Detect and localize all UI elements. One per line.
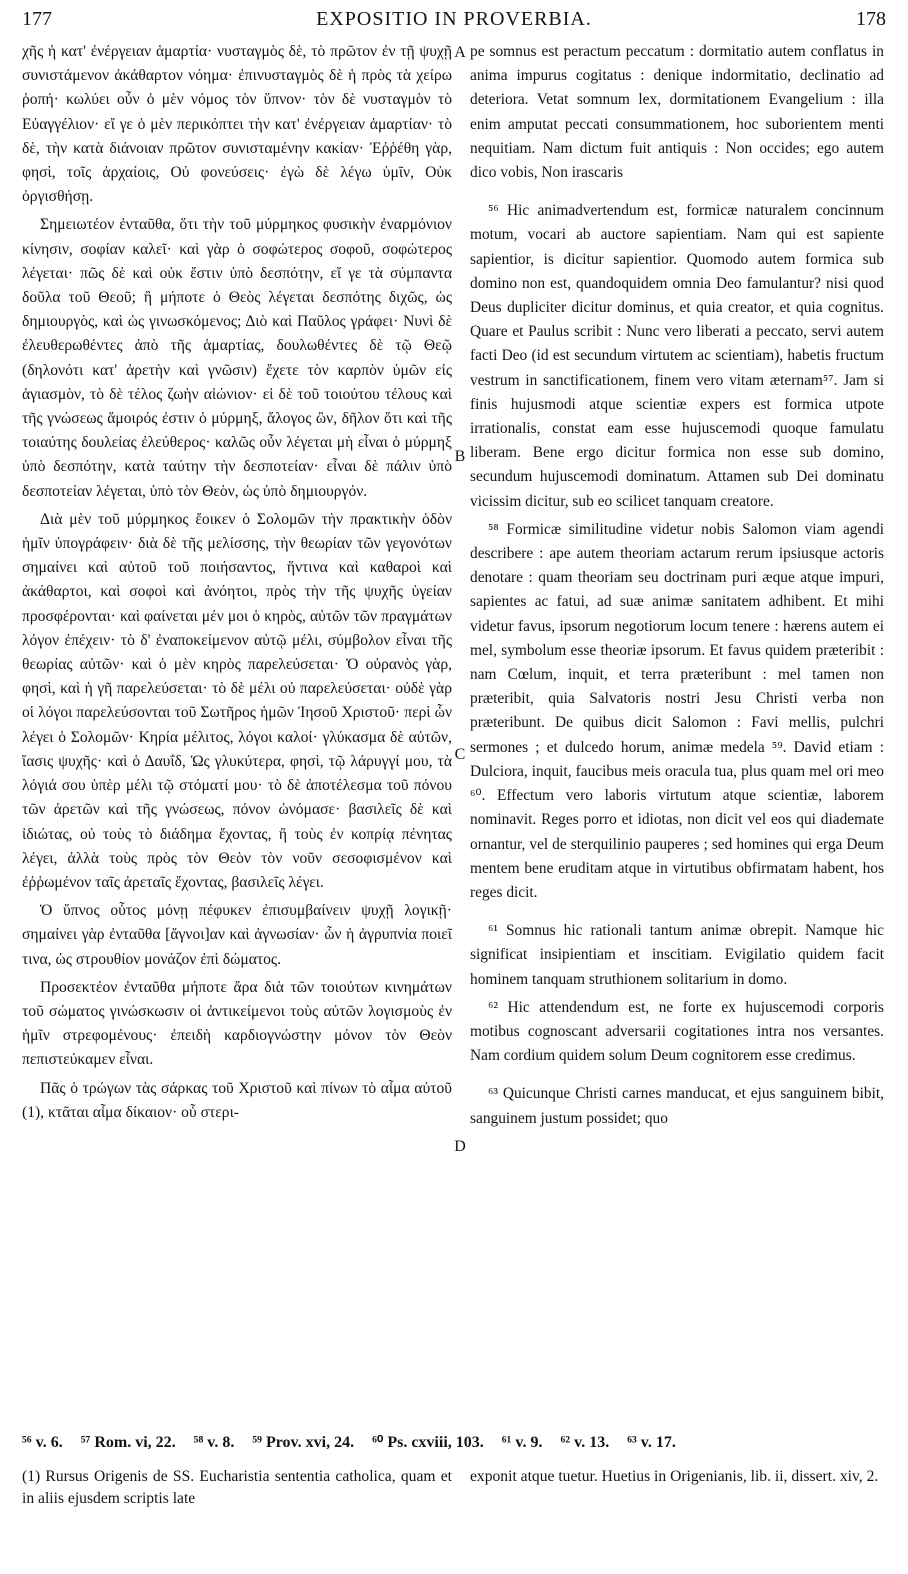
greek-paragraph: Πᾶς ὁ τρώγων τὰς σάρκας τοῦ Χριστοῦ καὶ πίνων τὸ αἷμα αὐτοῦ (1), κτᾶται αἷμα δίκαιον· οὗ στερι-	[22, 1079, 452, 1121]
latin-paragraph: ⁵⁶ Hic animadvertendum est, formicæ naturalem concinnum motum, vocari ab auctore sapientiam. Nam qui est sapiente sapientior, is dicitur sapientior. Quomodo autem formica sub domino non est, quandoquidem omnia Deo famulantur? nisi quod Deus dupliciter dicitur dominus, et quia creator, et quia cognitus. Quare et Paulus scribit : Nunc vero liberati a peccato, servi autem facti Deo (id est secundum virtutem ac scientiam), habetis fructum vestrum in sanctificationem, finem vero vitam æternam⁵⁷. Jam si finis hujusmodi atque scientiæ expers est formica utpote irrationalis, constat eam esse hujuscemodi quoque famulatu liberam. Bene ergo dicitur formica non esse sub domino, secundum hujuscemodi dominatum. Attamen sub Dei dominatu vicissim dicitur, sub eo scilicet tanquam creatore.	[470, 202, 884, 510]
greek-paragraph: Διὰ μὲν τοῦ μύρμηκος ἔοικεν ὁ Σολομῶν τὴν πρακτικὴν ὁδὸν ἡμῖν ὑπογράφειν· διὰ δὲ τῆς μελίσσης, τὴν θεωρίαν τῶν γεγονότων σημαίνει καὶ αὐτοῦ τοῦ ποιήσαντος, ἥντινα καὶ καθαροὶ καὶ ἀκάθαρτοι, καὶ σοφοὶ καὶ ἀνόητοι, πρὸς τὴν τῆς ψυχῆς ὑγείαν προσφέρονται· καὶ φαίνεται μέν μοι ὁ κηρὸς, αὐτῶν τῶν πραγμάτων λόγον ἐπέχειν· τὸ δ' ἐναποκείμενον αὐτῷ μέλι, σύμβολον εἶναι τῆς θεωρίας αὐτῶν· καὶ ὁ μὲν κηρὸς παρελεύσεται· Ὁ οὐρανὸς γὰρ, φησὶ, καὶ ἡ γῆ παρελεύσεται· τὸ δὲ μέλι οὐ παρελεύσεται· οὐδὲ γὰρ οἱ λόγοι παρελεύσονται τοῦ Σωτῆρος ἡμῶν Ἰησοῦ Χριστοῦ· περὶ ὧν λέγει ὁ Σολομῶν· Κηρία μέλιτος, λόγοι καλοί· γλύκασμα δὲ αὐτῶν, ἴασις ψυχῆς· καὶ ὁ Δαυΐδ, Ὡς γλυκύτερα, φησὶ, τῷ λάρυγγί μου, τὰ λόγιά σου ὑπὲρ μέλι τῷ στόματί μου· τὸ δὲ ἀποτέλεσμα τοῦ πόνου τῶν ἀρετῶν καὶ τῆς γνώσεως, πόνον ὠνόμασε· βασιλεῖς δὲ καὶ ἰδιώτας, οὐ τοὺς τὸ διάδημα ἔχοντας, ἢ τοὺς ἐν κοπρίᾳ πένητας λέγει, ἀλλὰ τοὺς πρὸς τὸν Θεὸν τὸν νοῦν σεσοφισμένον καὶ ἐῤῥωμένον ταῖς ἀρεταῖς ἔχοντας, βασιλεῖς λέγει.	[22, 510, 452, 891]
reference-item: ⁶¹ v. 9.	[501, 1434, 543, 1451]
reference-item: ⁵⁶ v. 6.	[22, 1434, 63, 1451]
margin-letter-b: B	[454, 448, 466, 465]
page-number-right: 178	[856, 8, 886, 30]
greek-paragraph: Ὁ ὕπνος οὗτος μόνῃ πέφυκεν ἐπισυμβαίνειν ψυχῇ λογικῇ· σημαίνει γὰρ ἐνταῦθα [ἄγνοι]αν καὶ ἀγνωσίαν· ὧν ἡ ἀγρυπνία ποιεῖ τινα, ὡς στρουθίον μονάζον ἐπὶ δώματος.	[22, 902, 452, 968]
reference-item: ⁶⁰ Ps. cxviii, 103.	[372, 1434, 484, 1451]
running-title: EXPOSITIO IN PROVERBIA.	[316, 8, 592, 30]
page-number-left: 177	[22, 8, 52, 30]
reference-item: ⁵⁷ Rom. vi, 22.	[80, 1434, 176, 1451]
latin-paragraph: ⁵⁸ Formicæ similitudine videtur nobis Salomon viam agendi describere : ape autem theoriam actarum rerum ipsiusque actoris denotare : quam theoriam seu doctrinam puri æque atque impuri, sapientes ac fatui, ad suæ animæ sanitatem adhibent. Et mihi videtur favus, ipsorum negotiorum locum tenere : hærens autem ei mel, symbolum esse theoriæ ipsorum. Et favus quidem præteribit : nam Cœlum, inquit, et terra præteribunt : mel tamen non præteribit, quia Salvatoris nostri Jesu Christi verba non præteribunt. De quibus dicit Salomon : Favi mellis, pulchri sermones ; et dulcedo horum, animæ medela ⁵⁹. David etiam : Dulciora, inquit, faucibus meis oracula tua, plus quam mel ori meo ⁶⁰. Effectum vero laboris virtutum atque scientiæ, laborem nominavit. Reges porro et idiotas, non dicit vel eos qui diademate ornantur, vel de sterquilinio pauperes ; sed homines qui erga Deum mentem bene eruditam atque in virtutibus obfirmatam habent, hos reges dicit.	[470, 520, 884, 901]
page-header	[22, 8, 886, 34]
greek-paragraph: Προσεκτέον ἐνταῦθα μήποτε ἄρα διὰ τῶν τοιούτων κινημάτων τοῦ σώματος γινώσκωσιν οἱ ἀντικείμενοι τοὺς αὐτῶν λογισμοὺς ἐν ἡμῖν στρεφομένους· ἐπειδὴ καρδιογνώστην μόνον τὸν Θεὸν πεπιστεύκαμεν εἶναι.	[22, 978, 452, 1069]
margin-letter-c: C	[454, 746, 466, 763]
footnote-left: (1) Rursus Origenis de SS. Eucharistia sententia catholica, quam et in aliis ejusdem scriptis late	[22, 1468, 452, 1507]
latin-paragraph: ⁶² Hic attendendum est, ne forte ex hujuscemodi corporis motibus cognoscant adversarii cogitationes intra nos versantes. Nam cordium quidem solum Deum cognitorem esse credimus.	[470, 998, 884, 1065]
reference-item: ⁵⁸ v. 8.	[193, 1434, 235, 1451]
reference-item: ⁶² v. 13.	[560, 1434, 610, 1451]
latin-paragraph: ⁶¹ Somnus hic rationali tantum animæ obrepit. Namque hic significat insipientiam et inscitiam. Evigilatio quidem facit hominem tanquam struthionem solitarium in domo.	[470, 922, 884, 988]
latin-paragraph: ⁶³ Quicunque Christi carnes manducat, et ejus sanguinem bibit, sanguinem justum possidet; quo	[470, 1085, 884, 1127]
margin-letter-d: D	[454, 1138, 466, 1155]
footnote-right: exponit atque tuetur. Huetius in Origenianis, lib. ii, dissert. xiv, 2.	[470, 1468, 879, 1485]
greek-paragraph: Σημειωτέον ἐνταῦθα, ὅτι τὴν τοῦ μύρμηκος φυσικὴν ἐναρμόνιον κίνησιν, σοφίαν καλεῖ· καὶ γὰρ ὁ σοφώτερος σοφοῦ, σοφώτερος λέγεται· πῶς δὲ καὶ οὐκ ἔστιν ὑπὸ δεσπότην, εἴ γε τὰ σύμπαντα δοῦλα τοῦ Θεοῦ; ἢ μήποτε ὁ Θεὸς λέγεται δεσπότης διχῶς, ὡς δημιουργὸς, καὶ ὡς γινωσκόμενος; Διὸ καὶ Παῦλος γράφει· Νυνὶ δὲ ἐλευθερωθέντες ἀπὸ τῆς ἁμαρτίας, δουλωθέντες δὲ τῷ Θεῷ (δηλονότι κατ' ἀρετὴν καὶ γνῶσιν) ἔχετε τὸν καρπὸν ὑμῶν εἰς ἁγιασμὸν, τὸ δὲ τέλος ζωὴν αἰώνιον· εἰ δὲ τοῦ τοιούτου τέλους καὶ τῆς γνώσεως ἄμοιρός ἐστιν ὁ μύρμηξ, ἄλογος ὢν, δῆλον ὅτι καὶ τῆς τοιαύτης δουλείας ἐλεύθερος· καλῶς οὖν λέγεται μὴ εἶναι ὁ μύρμηξ ὑπὸ δεσπότην, κατὰ ταύτην τὴν δεσποτείαν· εἶναι δὲ πάλιν ὑπὸ δεσποτείαν λέγεται, ὑπὸ τὸν Θεὸν, ὡς ὑπὸ δημιουργόν.	[22, 216, 452, 500]
latin-paragraph: pe somnus est peractum peccatum : dormitatio autem conflatus in anima impurus cogitatus : denique indormitatio, declinatio ad deteriora. Vetat somnum lex, dormitationem Evangelium : illa enim amputat peccati consummationem, hoc suborientem menti nequitiam. Nam dictum fuit antiquis : Non occides; ego autem dico vobis, Non irascaris	[470, 43, 884, 182]
greek-column	[22, 40, 452, 1129]
reference-item: ⁶³ v. 17.	[627, 1434, 676, 1451]
reference-item: ⁵⁹ Prov. xvi, 24.	[252, 1434, 355, 1451]
greek-paragraph: χῆς ἡ κατ' ἐνέργειαν ἁμαρτία· νυσταγμὸς δὲ, τὸ πρῶτον ἐν τῇ ψυχῇ συνιστάμενον ἀκάθαρτον νόημα· ἐπινυσταγμὸς δὲ ἡ πρὸς τὰ χείρω ῥοπή· κωλύει οὖν ὁ μὲν νόμος τὸν ὕπνον· τὸν δὲ νυσταγμὸν τὸ Εὐαγγέλιον· εἴ γε ὁ μὲν περικόπτει τὴν κατ' ἐνέργειαν ἁμαρτίαν· τὸ δὲ, τὴν κατὰ διάνοιαν πρῶτον συνισταμένην κακίαν· Ἐῤῥέθη γὰρ, φησὶ, τοῖς ἀρχαίοις, Οὐ φονεύσεις· ἐγὼ δὲ λέγω ὑμῖν, Οὐκ ὀργισθήσῃ.	[22, 43, 452, 206]
margin-letter-a: A	[454, 44, 466, 61]
scripture-reference-line	[22, 1432, 886, 1452]
latin-column	[470, 40, 884, 1135]
